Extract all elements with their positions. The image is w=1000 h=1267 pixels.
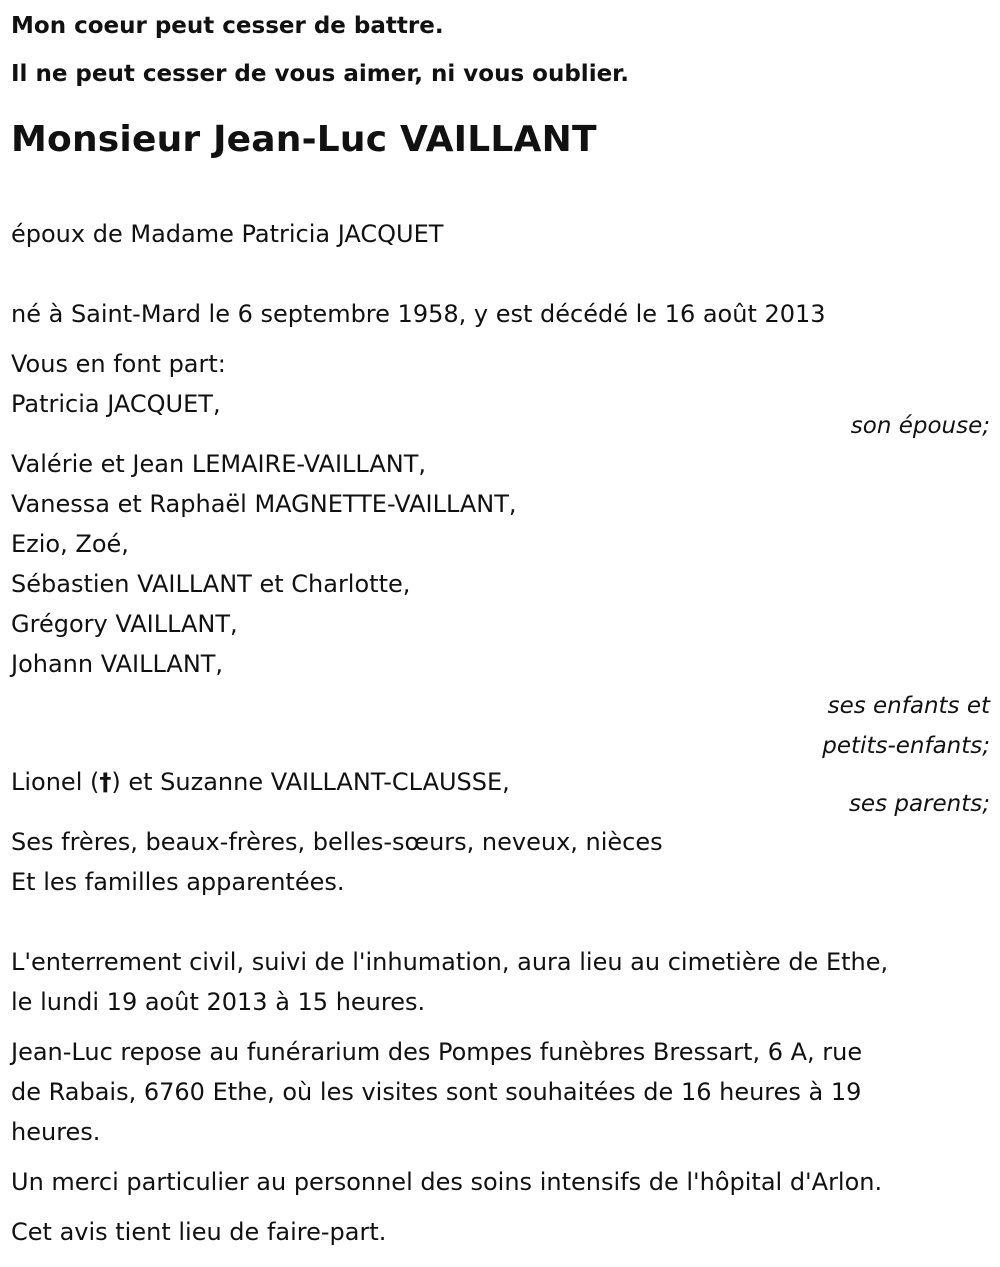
spouse-name: Patricia JACQUET, bbox=[11, 390, 221, 418]
children-role-line-2: petits-enfants; bbox=[822, 733, 990, 759]
children-list bbox=[11, 444, 990, 684]
spouse-role: son épouse; bbox=[850, 413, 990, 439]
announcement-intro: Vous en font part: bbox=[11, 350, 226, 378]
list-item: Sébastien VAILLANT et Charlotte, bbox=[11, 570, 411, 598]
funeral-details bbox=[11, 942, 990, 1022]
cross-icon: † bbox=[99, 768, 112, 796]
funeral-line-2: le lundi 19 août 2013 à 15 heures. bbox=[11, 988, 426, 1016]
rest-line-3: heures. bbox=[11, 1118, 101, 1146]
rest-line-1: Jean-Luc repose au funérarium des Pompes funèbres Bressart, 6 A, rue bbox=[11, 1038, 863, 1066]
verse-line-2: Il ne peut cesser de vous aimer, ni vous oublier. bbox=[11, 61, 629, 87]
verse-line-1: Mon coeur peut cesser de battre. bbox=[11, 13, 444, 39]
parents-name-after: ) et Suzanne VAILLANT-CLAUSSE, bbox=[111, 768, 510, 796]
birth-death-line: né à Saint-Mard le 6 septembre 1958, y est décédé le 16 août 2013 bbox=[11, 300, 826, 328]
list-item: Grégory VAILLANT, bbox=[11, 610, 238, 638]
funeral-line-1: L'enterrement civil, suivi de l'inhumation, aura lieu au cimetière de Ethe, bbox=[11, 948, 889, 976]
thanks-line: Un merci particulier au personnel des soins intensifs de l'hôpital d'Arlon. bbox=[11, 1168, 883, 1196]
spouse-of-line: époux de Madame Patricia JACQUET bbox=[11, 220, 444, 248]
list-item: Valérie et Jean LEMAIRE-VAILLANT, bbox=[11, 450, 426, 478]
rest-details bbox=[11, 1032, 990, 1152]
family-line-2: Et les familles apparentées. bbox=[11, 868, 345, 896]
family-line-1: Ses frères, beaux-frères, belles-sœurs, neveux, nièces bbox=[11, 828, 663, 856]
list-item: Vanessa et Raphaël MAGNETTE-VAILLANT, bbox=[11, 490, 517, 518]
parents-name-before: Lionel ( bbox=[11, 768, 100, 796]
obituary-page bbox=[0, 2, 1000, 1267]
deceased-name: Monsieur Jean-Luc VAILLANT bbox=[11, 119, 597, 160]
verse-block bbox=[11, 2, 990, 98]
rest-line-2: de Rabais, 6760 Ethe, où les visites sont souhaitées de 16 heures à 19 bbox=[11, 1078, 862, 1106]
parents-role: ses parents; bbox=[848, 791, 990, 817]
list-item: Johann VAILLANT, bbox=[11, 650, 224, 678]
notice-line: Cet avis tient lieu de faire-part. bbox=[11, 1218, 387, 1246]
extended-family bbox=[11, 822, 990, 902]
list-item: Ezio, Zoé, bbox=[11, 530, 129, 558]
children-role-line-1: ses enfants et bbox=[827, 693, 990, 719]
